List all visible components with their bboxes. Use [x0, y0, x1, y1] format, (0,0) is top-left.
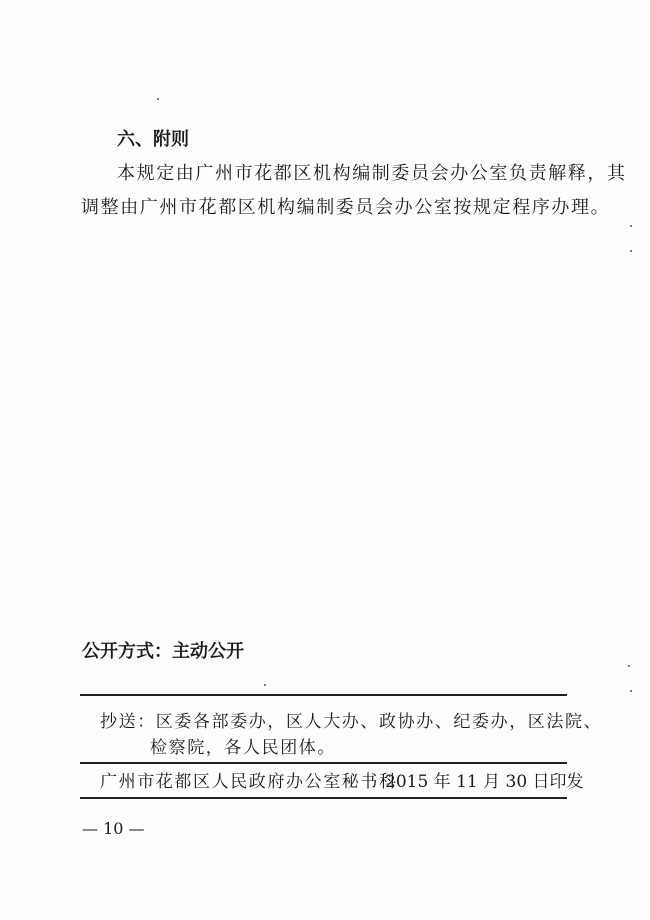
- paragraph-line: 调整由广州市花都区机构编制委员会办公室按规定程序办理。: [81, 197, 611, 218]
- issuer: 广州市花都区人民政府办公室秘书科: [100, 772, 398, 792]
- disclosure-method: 公开方式：主动公开: [82, 641, 244, 662]
- cc-line: 抄送：区委各部委办，区人大办、政协办、纪委办，区法院、: [100, 712, 603, 732]
- scan-speck: [264, 684, 266, 686]
- paragraph-line: 本规定由广州市花都区机构编制委员会办公室负责解释，其: [117, 163, 627, 184]
- divider: [80, 694, 567, 696]
- divider: [80, 762, 567, 764]
- cc-line: 检察院，各人民团体。: [150, 738, 336, 758]
- scan-speck: [630, 225, 632, 227]
- issue-date: 2015 年 11 月 30 日印发: [385, 772, 584, 792]
- scan-speck: [157, 98, 159, 100]
- scan-speck: [628, 665, 630, 667]
- scan-speck: [630, 250, 632, 252]
- divider: [80, 797, 567, 799]
- page-number: — 10 —: [82, 819, 145, 838]
- scan-speck: [630, 690, 632, 692]
- section-heading: 六、附则: [117, 129, 189, 150]
